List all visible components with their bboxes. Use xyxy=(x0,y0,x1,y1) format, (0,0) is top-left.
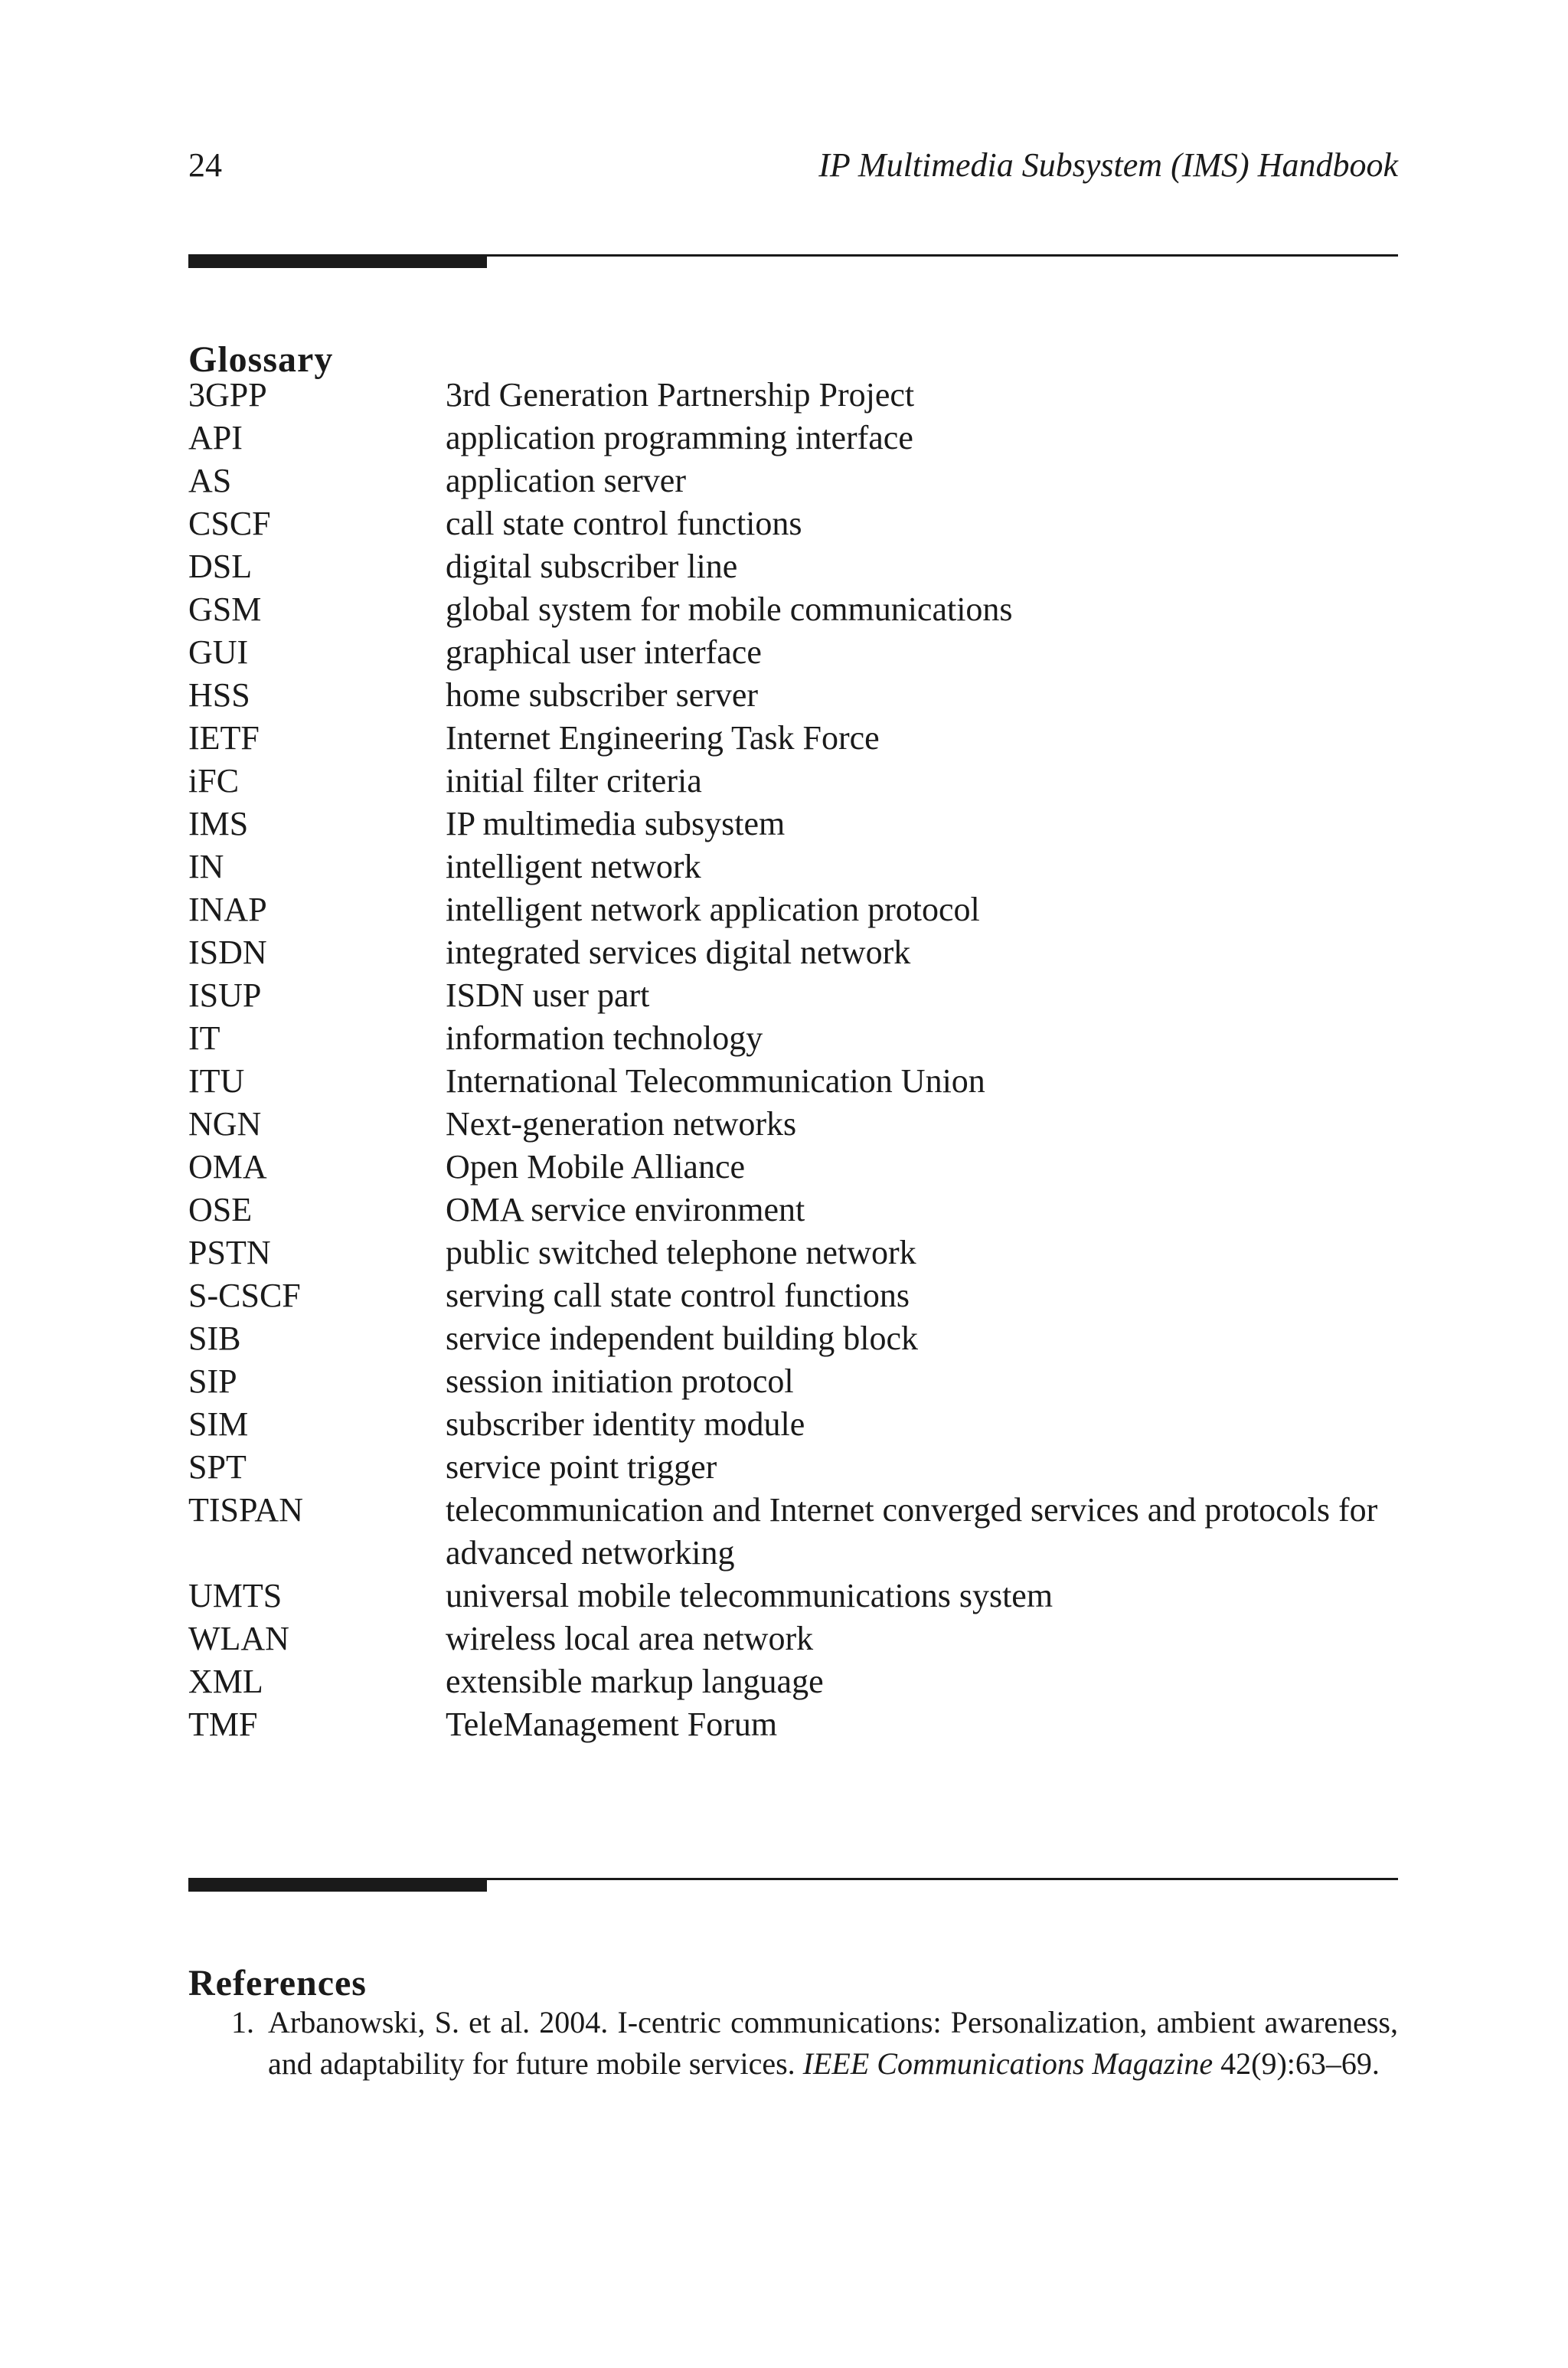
glossary-term: TMF xyxy=(188,1706,258,1743)
glossary-term: ITU xyxy=(188,1062,245,1100)
glossary-entry xyxy=(188,1575,1398,1617)
glossary-term: ISUP xyxy=(188,976,262,1014)
glossary-definition: Open Mobile Alliance xyxy=(446,1148,746,1186)
glossary-definition: home subscriber server xyxy=(446,676,759,714)
glossary-term: TISPAN xyxy=(188,1491,303,1529)
glossary-term: DSL xyxy=(188,548,253,585)
glossary-term: INAP xyxy=(188,891,267,928)
glossary-entry xyxy=(188,417,1398,460)
glossary-entry xyxy=(188,845,1398,888)
glossary-entry xyxy=(188,1060,1398,1103)
glossary-term: IETF xyxy=(188,719,260,757)
glossary-entry xyxy=(188,1017,1398,1060)
glossary-term: IN xyxy=(188,848,224,885)
glossary-definition: application programming interface xyxy=(446,419,913,456)
glossary-definition: 3rd Generation Partnership Project xyxy=(446,376,915,414)
glossary-entry xyxy=(188,1446,1398,1489)
rule-thin-line xyxy=(487,254,1398,257)
reference-body: Arbanowski, S. et al. 2004. I-centric communications: Personalization, ambient awareness, and adaptability for future mobile services. xyxy=(268,2005,1398,2081)
glossary-term: SIP xyxy=(188,1362,237,1400)
glossary-definition: intelligent network xyxy=(446,848,701,885)
reference-text xyxy=(268,2002,1398,2085)
glossary-entry xyxy=(188,1189,1398,1231)
glossary-term: XML xyxy=(188,1663,263,1700)
glossary-definition: International Telecommunication Union xyxy=(446,1062,985,1100)
glossary-term: OMA xyxy=(188,1148,267,1186)
references-heading: References xyxy=(188,1962,367,2003)
glossary-entry xyxy=(188,1231,1398,1274)
glossary-entry xyxy=(188,974,1398,1017)
glossary-definition: information technology xyxy=(446,1019,763,1057)
glossary-entry xyxy=(188,374,1398,417)
glossary-term: WLAN xyxy=(188,1620,289,1657)
running-head: IP Multimedia Subsystem (IMS) Handbook xyxy=(818,146,1398,184)
glossary-definition: initial filter criteria xyxy=(446,762,702,800)
glossary-term: IT xyxy=(188,1019,220,1057)
glossary-term: 3GPP xyxy=(188,376,267,414)
section-rule xyxy=(188,1878,1398,1895)
glossary-term: SIM xyxy=(188,1405,249,1443)
glossary-definition: service point trigger xyxy=(446,1448,717,1486)
rule-thick-bar xyxy=(188,1878,487,1892)
glossary-term: UMTS xyxy=(188,1577,283,1614)
reference-list xyxy=(188,2002,1398,2085)
glossary-definition: subscriber identity module xyxy=(446,1405,805,1443)
glossary-list xyxy=(188,374,1398,1746)
glossary-entry xyxy=(188,1660,1398,1703)
glossary-entry xyxy=(188,1146,1398,1189)
glossary-term: GSM xyxy=(188,590,262,628)
glossary-entry xyxy=(188,1274,1398,1317)
glossary-definition: wireless local area network xyxy=(446,1620,814,1657)
glossary-entry xyxy=(188,502,1398,545)
glossary-term: NGN xyxy=(188,1105,262,1143)
glossary-definition: application server xyxy=(446,462,686,499)
glossary-definition: ISDN user part xyxy=(446,976,650,1014)
glossary-definition: public switched telephone network xyxy=(446,1234,916,1271)
glossary-definition: extensible markup language xyxy=(446,1663,824,1700)
glossary-entry xyxy=(188,760,1398,803)
rule-thick-bar xyxy=(188,254,487,268)
glossary-definition: telecommunication and Internet converged services and protocols for advanced networking xyxy=(446,1491,1378,1572)
rule-thin-line xyxy=(487,1878,1398,1880)
reference-item xyxy=(188,2002,1398,2085)
glossary-definition: graphical user interface xyxy=(446,633,762,671)
glossary-term: SPT xyxy=(188,1448,247,1486)
glossary-term: API xyxy=(188,419,243,456)
glossary-entry xyxy=(188,888,1398,931)
reference-number: 1. xyxy=(231,2005,254,2039)
reference-citation: 42(9):63–69. xyxy=(1220,2046,1380,2081)
glossary-term: iFC xyxy=(188,762,240,800)
glossary-term: CSCF xyxy=(188,505,271,542)
glossary-entry xyxy=(188,1103,1398,1146)
glossary-entry xyxy=(188,1403,1398,1446)
glossary-heading: Glossary xyxy=(188,339,334,380)
glossary-entry xyxy=(188,803,1398,845)
glossary-term: GUI xyxy=(188,633,249,671)
glossary-definition: session initiation protocol xyxy=(446,1362,794,1400)
section-rule xyxy=(188,254,1398,271)
glossary-entry xyxy=(188,1360,1398,1403)
glossary-definition: call state control functions xyxy=(446,505,802,542)
glossary-entry xyxy=(188,545,1398,588)
glossary-term: SIB xyxy=(188,1320,241,1357)
glossary-entry xyxy=(188,1317,1398,1360)
glossary-term: AS xyxy=(188,462,232,499)
glossary-entry xyxy=(188,931,1398,974)
glossary-entry xyxy=(188,717,1398,760)
reference-journal: IEEE Communications Magazine xyxy=(802,2046,1214,2081)
glossary-entry xyxy=(188,460,1398,502)
glossary-entry xyxy=(188,1617,1398,1660)
glossary-definition: Internet Engineering Task Force xyxy=(446,719,880,757)
glossary-entry xyxy=(188,588,1398,631)
glossary-definition: OMA service environment xyxy=(446,1191,805,1228)
glossary-term: IMS xyxy=(188,805,249,842)
glossary-term: PSTN xyxy=(188,1234,271,1271)
glossary-term: HSS xyxy=(188,676,250,714)
glossary-definition: global system for mobile communications xyxy=(446,590,1013,628)
glossary-definition: service independent building block xyxy=(446,1320,919,1357)
glossary-entry xyxy=(188,1489,1398,1575)
page-number: 24 xyxy=(188,146,222,184)
glossary-entry xyxy=(188,674,1398,717)
glossary-term: S-CSCF xyxy=(188,1277,301,1314)
glossary-entry xyxy=(188,631,1398,674)
glossary-definition: IP multimedia subsystem xyxy=(446,805,786,842)
glossary-definition: intelligent network application protocol xyxy=(446,891,980,928)
glossary-definition: integrated services digital network xyxy=(446,934,911,971)
glossary-term: ISDN xyxy=(188,934,267,971)
glossary-definition: TeleManagement Forum xyxy=(446,1706,778,1743)
glossary-definition: serving call state control functions xyxy=(446,1277,910,1314)
glossary-definition: digital subscriber line xyxy=(446,548,738,585)
glossary-entry xyxy=(188,1703,1398,1746)
glossary-definition: universal mobile telecommunications system xyxy=(446,1577,1054,1614)
glossary-term: OSE xyxy=(188,1191,253,1228)
glossary-definition: Next-generation networks xyxy=(446,1105,797,1143)
